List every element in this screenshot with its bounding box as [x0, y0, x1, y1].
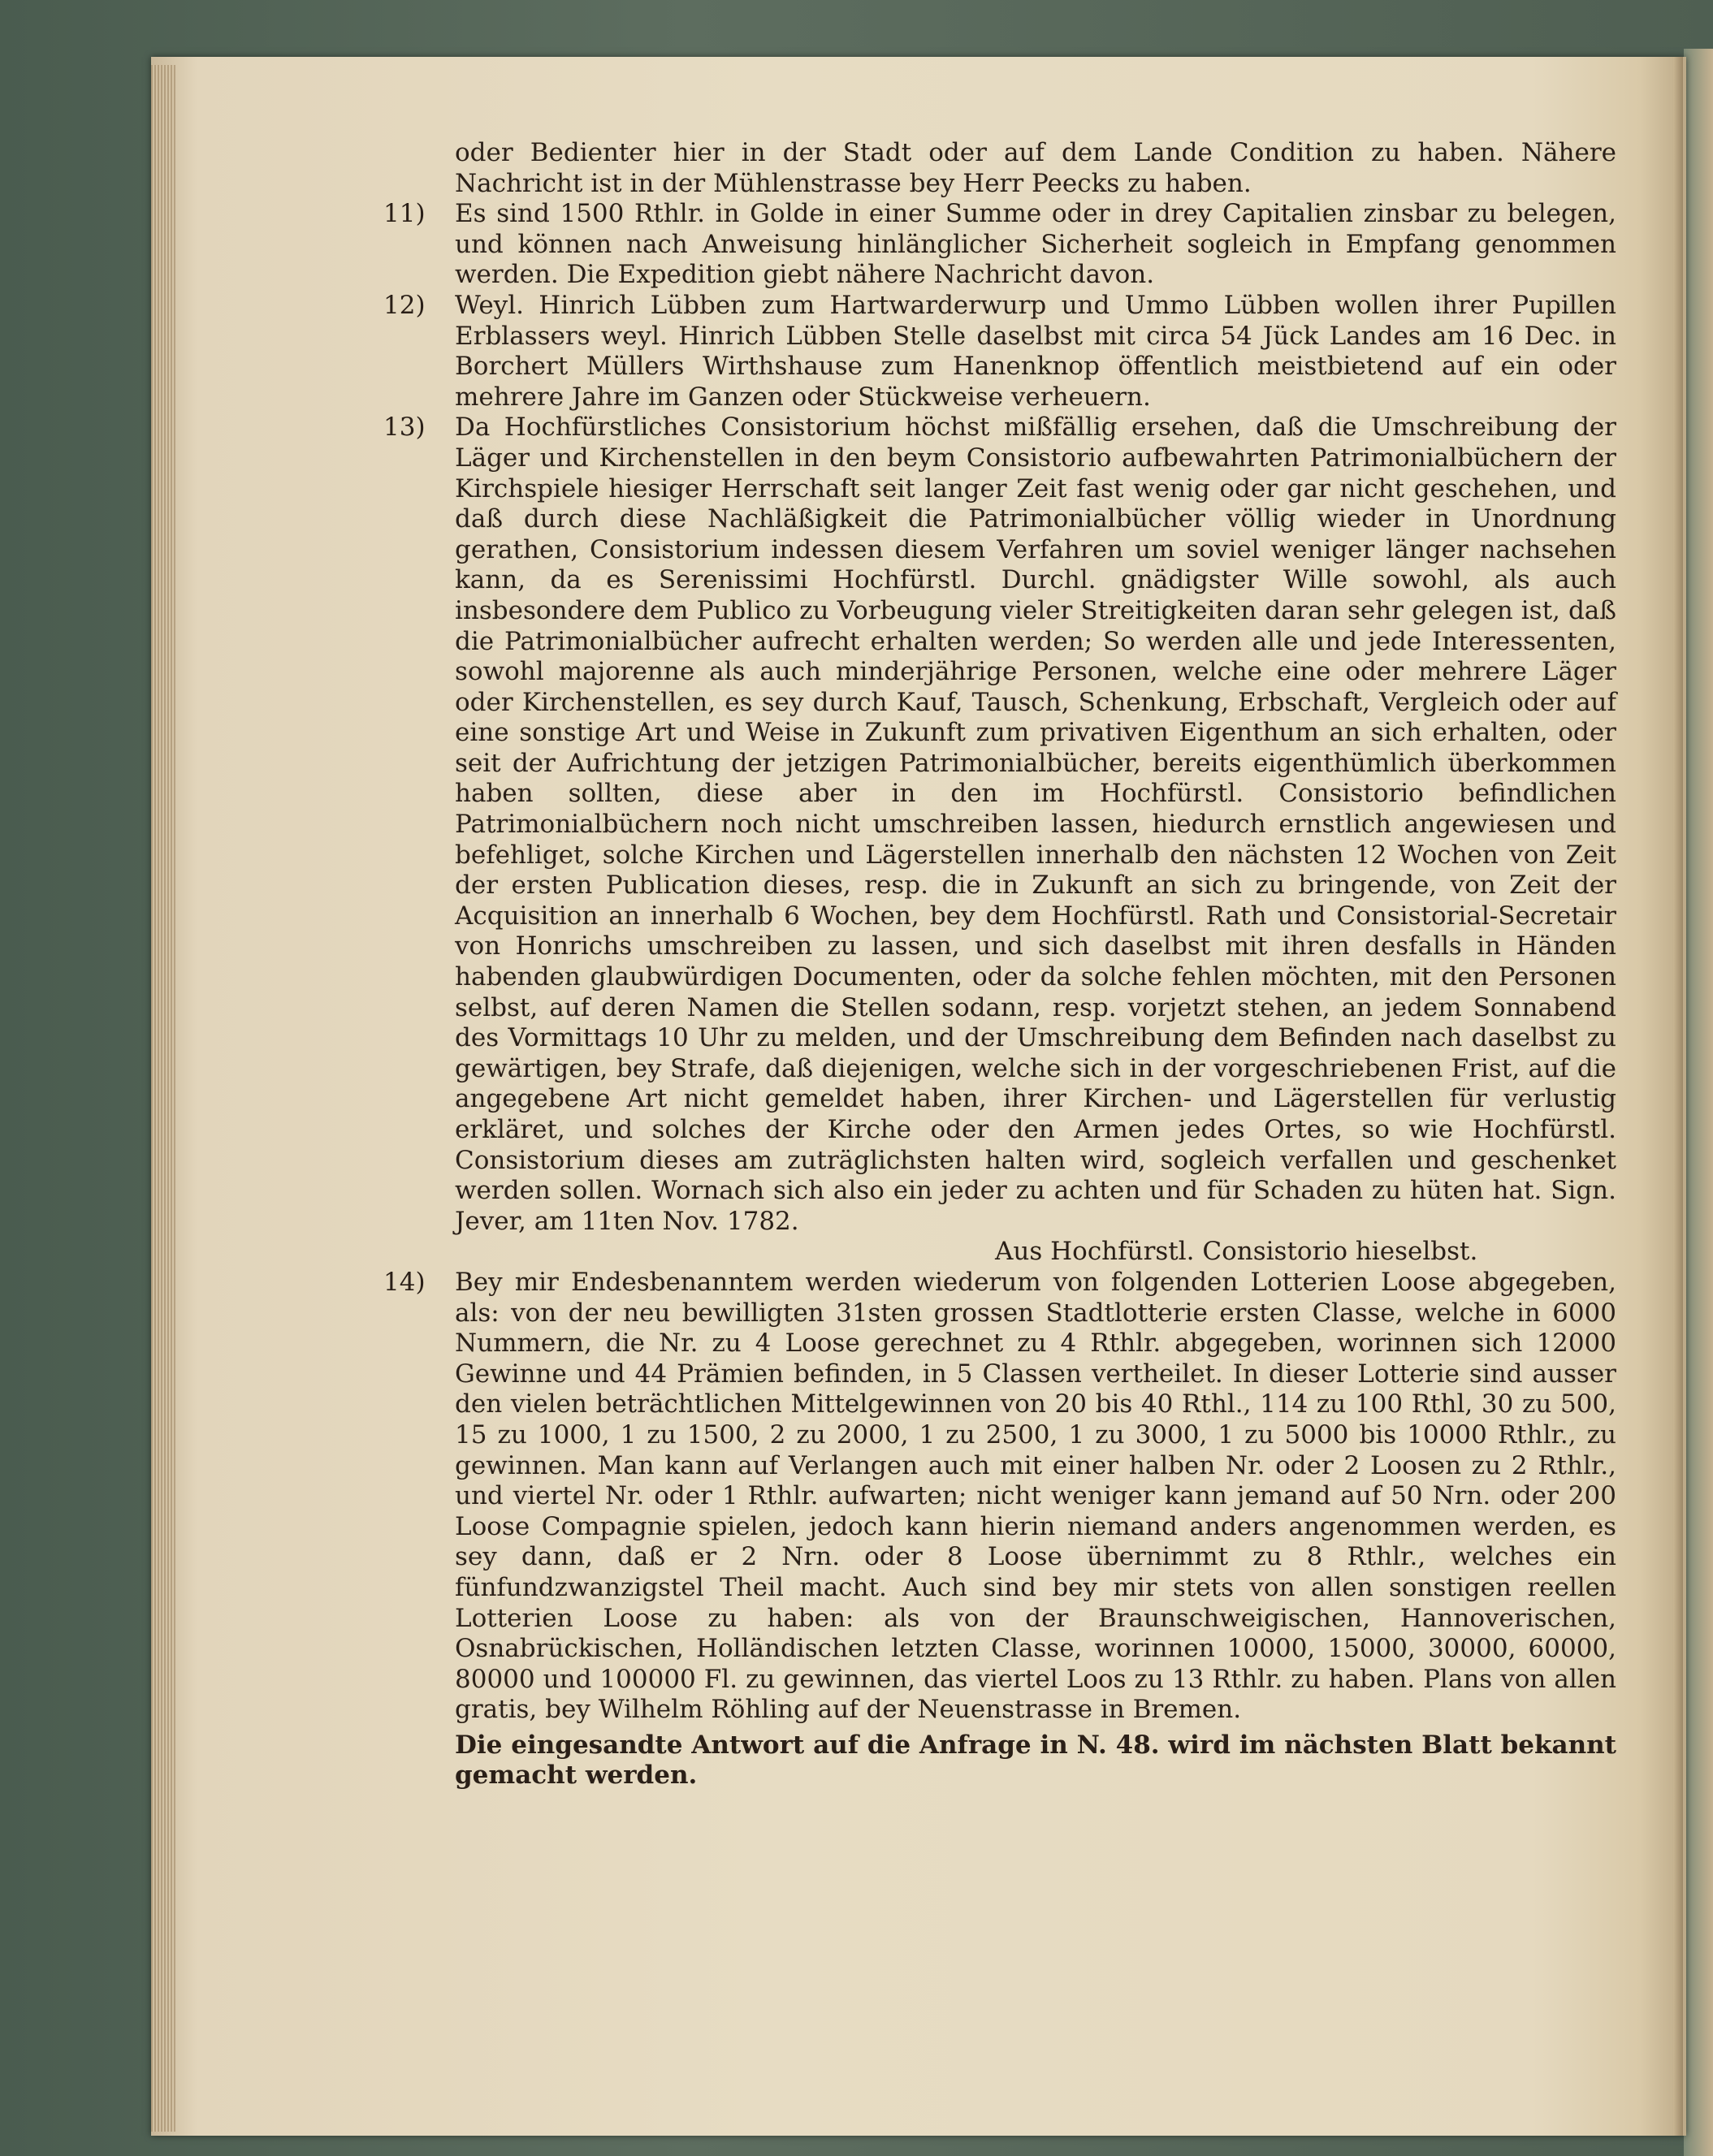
paragraph-14 [383, 1267, 1616, 1726]
paragraph-number: 11) [383, 199, 426, 229]
paragraph-number: 14) [383, 1267, 426, 1297]
page-text [383, 138, 1616, 1791]
closing-note: Die eingesandte Antwort auf die Anfrage in N. 48. wird im nächsten Blatt bekannt gemacht werden. [455, 1730, 1616, 1791]
paragraph-13 [383, 413, 1616, 1237]
paragraph-12 [383, 290, 1616, 413]
paragraph-continuation [455, 138, 1616, 199]
paragraph-text: Es sind 1500 Rthlr. in Golde in einer Summe oder in drey Capitalien zinsbar zu belegen, und können nach Anweisung hinlänglicher Sicherheit sogleich in Empfang genommen werden. Die Expedition giebt nähere Nachricht davon. [455, 199, 1616, 290]
page-right-edge [1673, 57, 1683, 2136]
paragraph-text: Bey mir Endesbenanntem werden wiederum von folgenden Lotterien Loose abgegeben, als: von der neu bewilligten 31sten grossen Stadtlotterie ersten Classe, welche in 6000 Nummern, die Nr. zu 4 Loose gerechnet zu 4 Rthlr. abgegeben, worinnen sich 12000 Gewinne und 44 Prämien befinden, in 5 Classen vertheilet. In dieser Lotterie sind ausser den vielen beträchtlichen Mittelgewinnen von 20 bis 40 Rthl., 114 zu 100 Rthl, 30 zu 500, 15 zu 1000, 1 zu 1500, 2 zu 2000, 1 zu 2500, 1 zu 3000, 1 zu 5000 bis 10000 Rthlr., zu gewinnen. Man kann auf Verlangen auch mit einer halben Nr. oder 2 Loosen zu 2 Rthlr., und viertel Nr. oder 1 Rthlr. aufwarten; nicht weniger kann jemand auf 50 Nrn. oder 200 Loose Compagnie spielen, jedoch kann hierin niemand anders angenommen werden, es sey dann, daß er 2 Nrn. oder 8 Loose übernimmt zu 8 Rthlr., welches ein fünfundzwanzigstel Theil macht. Auch sind bey mir stets von allen sonstigen reellen Lotterien Loose zu haben: als von der Braunschweigischen, Hannoverischen, Osnabrückischen, Holländischen letzten Classe, worinnen 10000, 15000, 30000, 60000, 80000 und 100000 Fl. zu gewinnen, das viertel Loos zu 13 Rthlr. zu haben. Plans von allen gratis, bey Wilhelm Röhling auf der Neuenstrasse in Bremen. [455, 1267, 1616, 1725]
paragraph-11 [383, 199, 1616, 291]
paragraph-number: 13) [383, 413, 426, 443]
signature-line: Aus Hochfürstl. Consistorio hieselbst. [995, 1237, 1478, 1267]
paragraph-text: oder Bedienter hier in der Stadt oder auf dem Lande Condition zu haben. Nähere Nachricht ist in der Mühlenstrasse bey Herr Peecks zu haben. [455, 138, 1616, 198]
next-page-edge [1684, 49, 1713, 2156]
paragraph-text: Weyl. Hinrich Lübben zum Hartwarderwurp und Ummo Lübben wollen ihrer Pupillen Erblassers weyl. Hinrich Lübben Stelle daselbst mit circa 54 Jück Landes am 16 Dec. in Borchert Müllers Wirthshause zum Hanenknop öffentlich meistbietend auf ein oder mehrere Jahre im Ganzen oder Stückweise verheuern. [455, 290, 1616, 412]
paragraph-text: Da Hochfürstliches Consistorium höchst mißfällig ersehen, daß die Umschreibung der Läger und Kirchenstellen in den beym Consistorio aufbewahrten Patrimonialbüchern der Kirchspiele hiesiger Herrschaft seit langer Zeit fast wenig oder gar nicht geschehen, und daß durch diese Nachläßigkeit die Patrimonialbücher völlig wieder in Unordnung gerathen, Consistorium indessen diesem Verfahren um soviel weniger länger nachsehen kann, da es Serenissimi Hochfürstl. Durchl. gnädigster Wille sowohl, als auch insbesondere dem Publico zu Vorbeugung vieler Streitigkeiten daran sehr gelegen ist, daß die Patrimonialbücher aufrecht erhalten werden; So werden alle und jede Interessenten, sowohl majorenne als auch minderjährige Personen, welche eine oder mehrere Läger oder Kirchenstellen, es sey durch Kauf, Tausch, Schenkung, Erbschaft, Vergleich oder auf eine sonstige Art und Weise in Zukunft zum privativen Eigenthum an sich erhalten, oder seit der Aufrichtung der jetzigen Patrimonialbücher, bereits eigenthümlich überkommen haben sollten, diese aber in den im Hochfürstl. Consistorio befindlichen Patrimonialbüchern noch nicht umschreiben lassen, hiedurch ernstlich angewiesen und befehliget, solche Kirchen und Lägerstellen innerhalb den nächsten 12 Wochen von Zeit der ersten Publication dieses, resp. die in Zukunft an sich zu bringende, von Zeit der Acquisition an innerhalb 6 Wochen, bey dem Hochfürstl. Rath und Consistorial-Secretair von Honrichs umschreiben zu lassen, und sich daselbst mit ihren desfalls in Händen habenden glaubwürdigen Documenten, oder da solche fehlen möchten, mit den Personen selbst, auf deren Namen die Stellen sodann, resp. vorjetzt stehen, an jedem Sonnabend des Vormittags 10 Uhr zu melden, und der Umschreibung dem Befinden nach daselbst zu gewärtigen, bey Strafe, daß diejenigen, welche sich in der vorgeschriebenen Frist, auf die angegebene Art nicht gemeldet haben, ihrer Kirchen- und Lägerstellen für verlustig erkläret, und solches der Kirche oder den Armen jedes Ortes, so wie Hochfürstl. Consistorium dieses am zuträglichsten halten wird, sogleich verfallen und geschenket werden sollen. Wornach sich also ein jeder zu achten und für Schaden zu hüten hat. Sign. Jever, am 11ten Nov. 1782. [455, 413, 1616, 1236]
page-binding-edge [151, 65, 175, 2132]
paragraph-number: 12) [383, 290, 426, 320]
